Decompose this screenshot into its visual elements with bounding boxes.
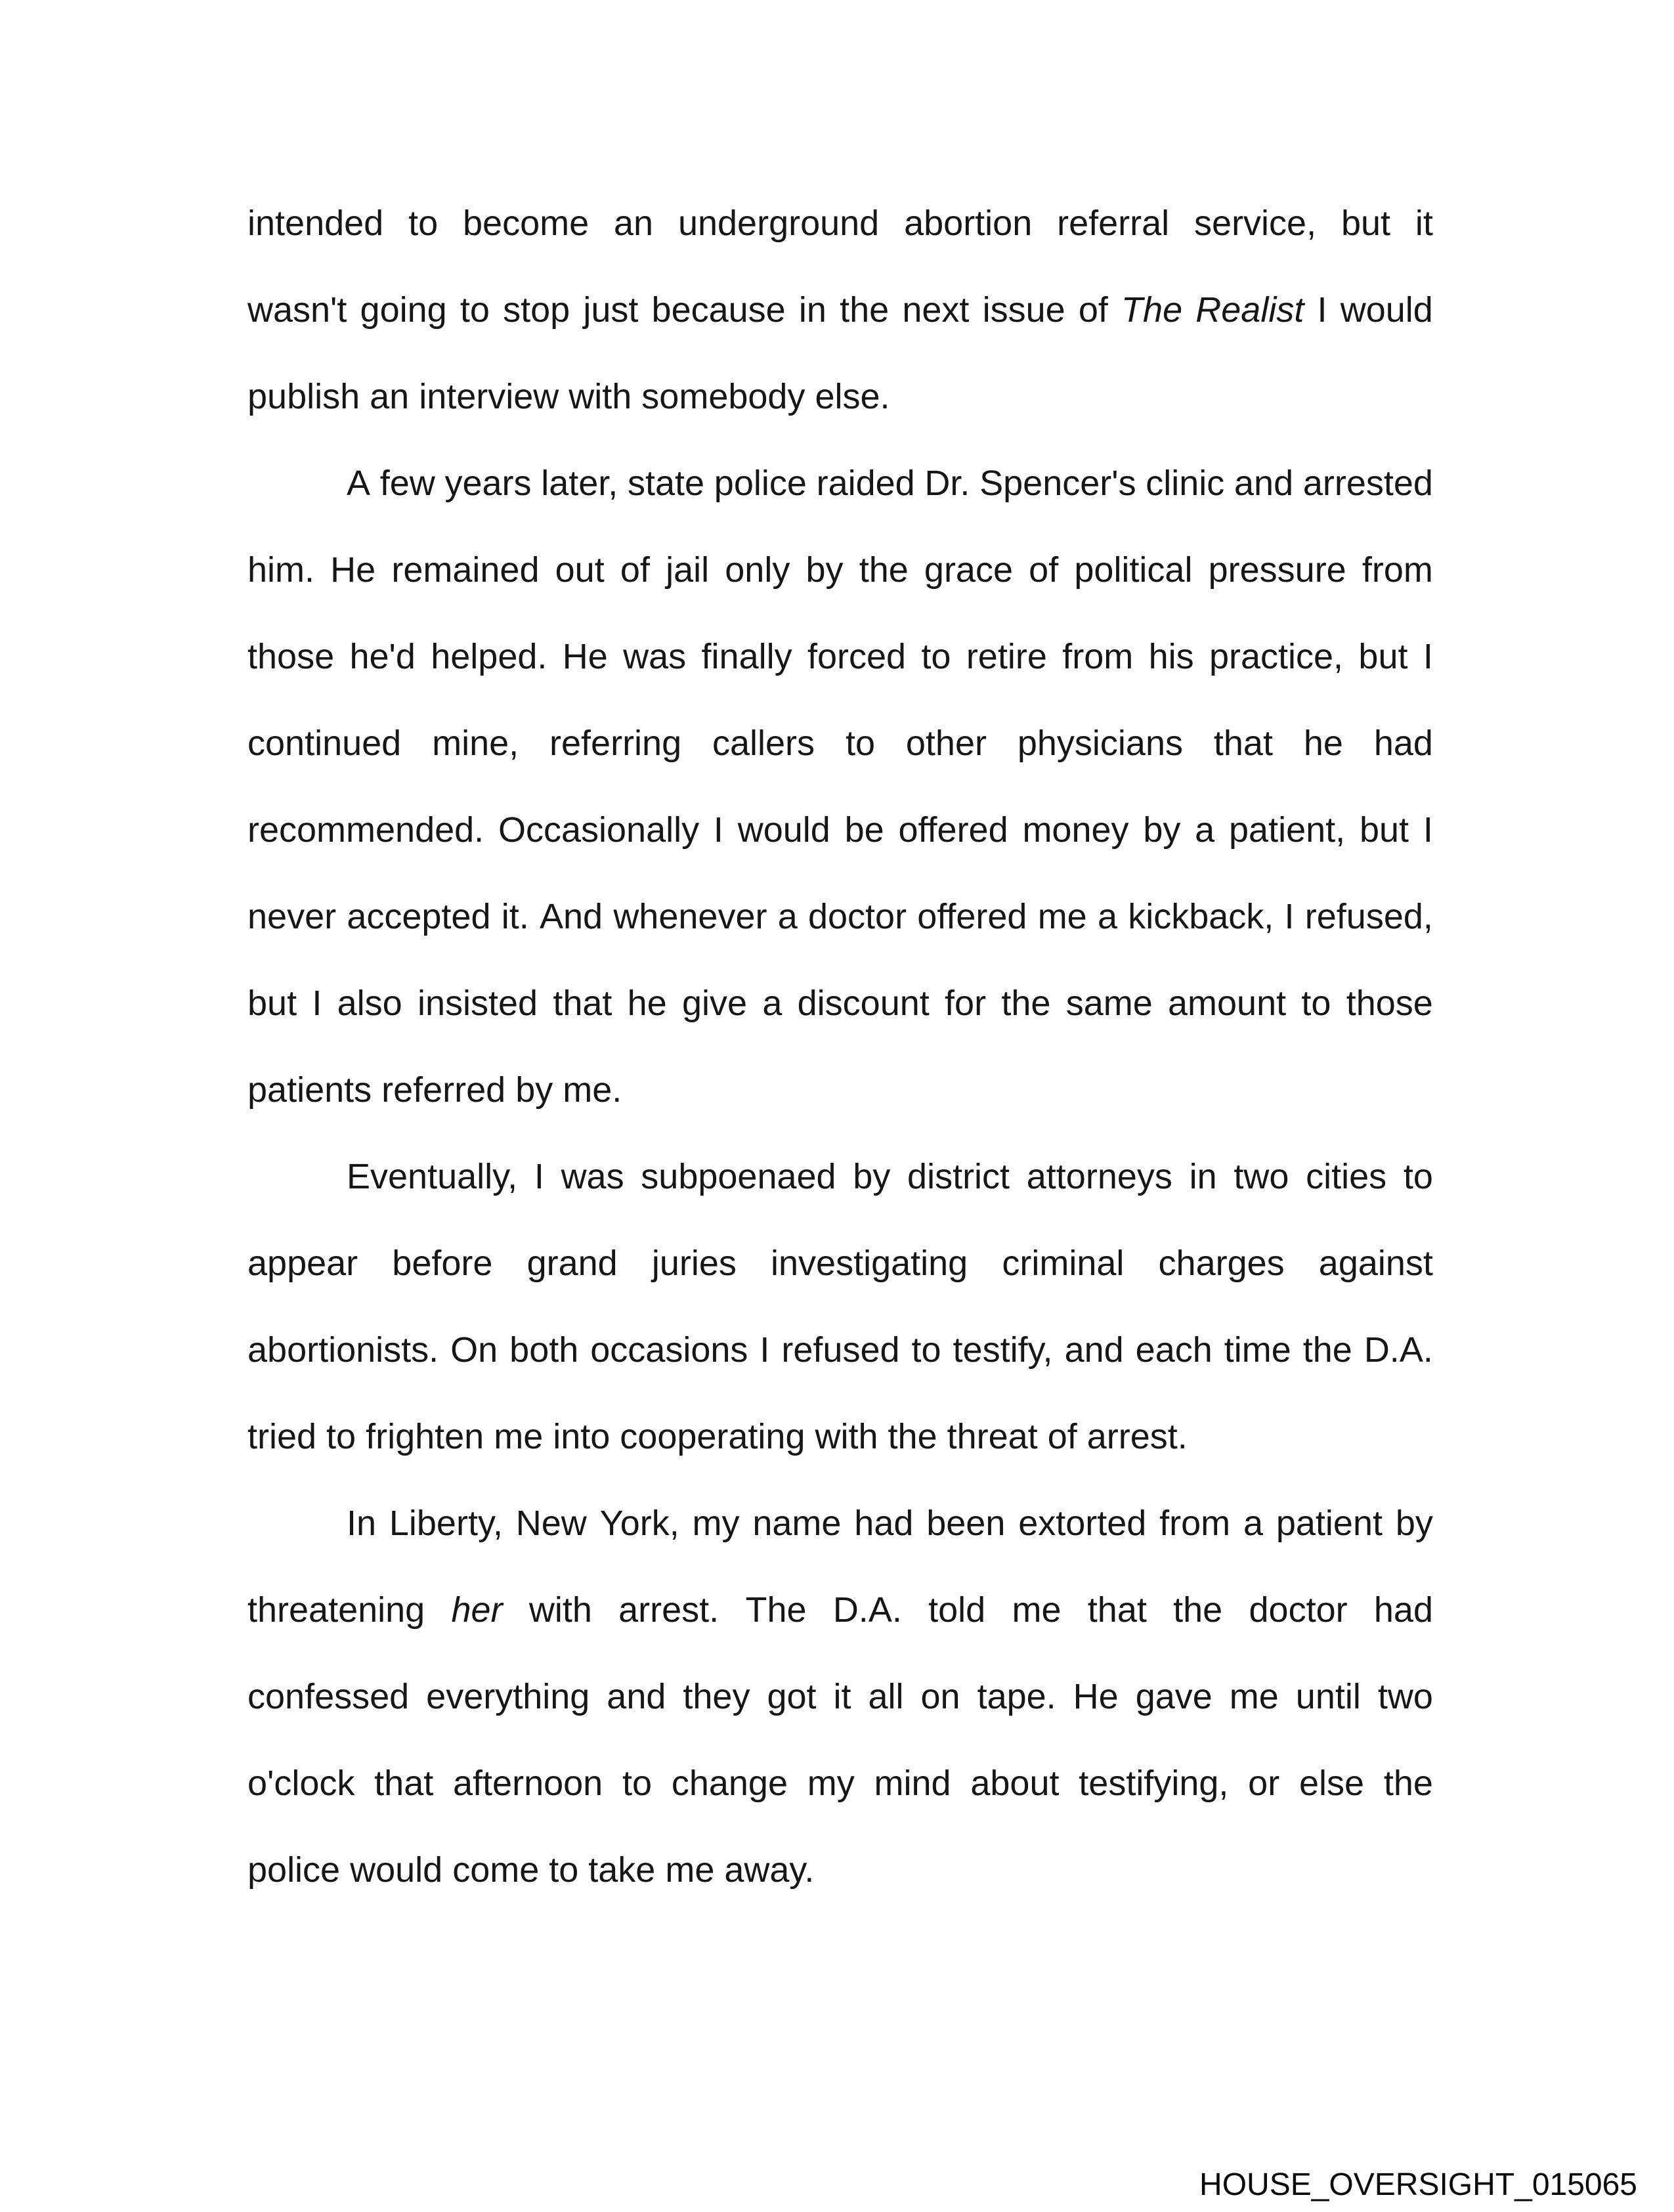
word: had — [854, 1504, 914, 1543]
word: He — [1073, 1677, 1119, 1716]
word: out — [555, 550, 605, 590]
word: police — [714, 464, 807, 503]
word: to — [1301, 984, 1331, 1023]
word: underground — [677, 204, 880, 243]
word: doctor — [1249, 1590, 1348, 1630]
word: grand — [526, 1244, 618, 1283]
word: In — [347, 1504, 377, 1543]
word: Dr. — [924, 464, 970, 503]
word: I — [713, 810, 723, 850]
word: physicians — [1017, 724, 1183, 763]
word: me — [1012, 1590, 1062, 1630]
word: all — [868, 1677, 904, 1716]
text-line — [247, 267, 1433, 353]
word: to — [1403, 1157, 1433, 1196]
word: afternoon — [453, 1764, 603, 1803]
word: a — [762, 984, 783, 1023]
italic-word: Realist — [1195, 290, 1304, 330]
word: with — [528, 1590, 592, 1630]
word: time — [1224, 1330, 1291, 1370]
text-line — [247, 1740, 1433, 1827]
text-line — [247, 353, 1433, 440]
word: D.A. — [1363, 1330, 1433, 1370]
word: few — [379, 464, 435, 503]
text-line — [247, 1220, 1433, 1307]
word: but — [1359, 810, 1409, 850]
word: Spencer's — [979, 464, 1136, 503]
word: juries — [651, 1244, 737, 1283]
word: a — [777, 897, 798, 936]
word: mine, — [432, 724, 519, 763]
paragraph — [247, 1133, 1433, 1480]
word: of — [1078, 290, 1108, 330]
word: but — [1358, 637, 1408, 676]
word: whenever — [613, 897, 767, 936]
word: to — [845, 724, 875, 763]
word: was — [623, 637, 687, 676]
word: clinic — [1146, 464, 1225, 503]
text-line — [247, 787, 1433, 873]
word: by — [1143, 810, 1181, 850]
word: later, — [541, 464, 618, 503]
word: continued — [247, 724, 402, 763]
paragraph — [247, 1480, 1433, 1913]
word: money — [1022, 810, 1129, 850]
word: Occasionally — [498, 810, 700, 850]
word: years — [444, 464, 532, 503]
word: from — [1362, 550, 1433, 590]
word: that — [374, 1764, 434, 1803]
word: arrested — [1302, 464, 1433, 503]
word: both — [509, 1330, 579, 1370]
word: else — [1298, 1764, 1365, 1803]
word: me — [1037, 897, 1087, 936]
word: and — [607, 1677, 666, 1716]
word: remained — [391, 550, 540, 590]
text-line — [247, 1653, 1433, 1740]
word: by — [805, 550, 844, 590]
word: subpoenaed — [641, 1157, 836, 1196]
word: Eventually, — [347, 1157, 518, 1196]
word: forced — [807, 637, 907, 676]
word: accepted — [347, 897, 491, 936]
text-run: police would come to take me away. — [247, 1850, 815, 1890]
word: and — [1234, 464, 1294, 503]
word: jail — [666, 550, 710, 590]
text-line — [247, 180, 1433, 267]
word: or — [1248, 1764, 1280, 1803]
word: that — [1213, 724, 1273, 763]
word: because — [651, 290, 786, 330]
text-line — [247, 1480, 1433, 1567]
word: those — [247, 637, 335, 676]
word: The — [745, 1590, 807, 1630]
word: issue — [982, 290, 1065, 330]
word: retire — [966, 637, 1047, 676]
word: New — [515, 1504, 587, 1543]
word: pressure — [1208, 550, 1346, 590]
word: criminal — [1002, 1244, 1125, 1283]
word: give — [682, 984, 748, 1023]
word: an — [614, 204, 654, 243]
word: doctor — [807, 897, 907, 936]
word: service, — [1194, 204, 1317, 243]
word: I — [1423, 637, 1433, 676]
word: for — [945, 984, 987, 1023]
word: arrest. — [618, 1590, 719, 1630]
word: raided — [816, 464, 915, 503]
text-run: patients referred by me. — [247, 1070, 622, 1110]
word: a — [1097, 897, 1117, 936]
word: me — [1229, 1677, 1279, 1716]
word: confessed — [247, 1677, 410, 1716]
bates-number: HOUSE_OVERSIGHT_015065 — [1199, 2167, 1637, 2202]
word: the — [1173, 1590, 1223, 1630]
word: only — [725, 550, 790, 590]
word: occasions — [590, 1330, 748, 1370]
text-line — [247, 440, 1433, 527]
word: And — [539, 897, 603, 936]
word: recommended. — [247, 810, 484, 850]
word: they — [683, 1677, 750, 1716]
word: my — [692, 1504, 740, 1543]
word: my — [807, 1764, 855, 1803]
word: the — [1383, 1764, 1433, 1803]
word: patient, — [1229, 810, 1346, 850]
word: until — [1295, 1677, 1361, 1716]
text-line — [247, 1393, 1433, 1480]
word: it — [1415, 204, 1433, 243]
word: against — [1318, 1244, 1433, 1283]
word: A — [347, 464, 371, 503]
word: abortionists. — [247, 1330, 439, 1370]
word: would — [1340, 290, 1433, 330]
word: two — [1234, 1157, 1289, 1196]
word: from — [1062, 637, 1134, 676]
word: mind — [874, 1764, 951, 1803]
word: from — [1159, 1504, 1231, 1543]
word: a — [1195, 810, 1215, 850]
word: investigating — [771, 1244, 968, 1283]
word: by — [853, 1157, 891, 1196]
word: and — [1064, 1330, 1124, 1370]
word: o'clock — [247, 1764, 355, 1803]
word: I — [534, 1157, 544, 1196]
word: would — [737, 810, 830, 850]
word: had — [1373, 724, 1433, 763]
word: threatening — [247, 1590, 425, 1630]
word: to — [460, 290, 490, 330]
word: appear — [247, 1244, 358, 1283]
word: about — [970, 1764, 1060, 1803]
text-line — [247, 960, 1433, 1047]
word: the — [1302, 1330, 1352, 1370]
word: other — [905, 724, 987, 763]
text-run: tried to frighten me into cooperating with the threat of arrest. — [247, 1417, 1188, 1456]
text-line — [247, 1047, 1433, 1133]
word: never — [247, 897, 337, 936]
word: just — [583, 290, 639, 330]
word: his — [1148, 637, 1194, 676]
word: him. — [247, 550, 315, 590]
word: referral — [1057, 204, 1170, 243]
word: in — [1189, 1157, 1217, 1196]
word: I — [760, 1330, 770, 1370]
word: that — [553, 984, 612, 1023]
word: On — [450, 1330, 498, 1370]
word: He — [330, 550, 376, 590]
word: callers — [712, 724, 815, 763]
word: the — [840, 290, 890, 330]
word: extorted — [1018, 1504, 1147, 1543]
word: he — [1303, 724, 1343, 763]
word: district — [907, 1157, 1010, 1196]
word: been — [926, 1504, 1006, 1543]
word: same — [1065, 984, 1153, 1023]
word: the — [1001, 984, 1051, 1023]
paragraph — [247, 440, 1433, 1133]
word: of — [1029, 550, 1059, 590]
word: a — [1243, 1504, 1264, 1543]
word: York, — [599, 1504, 679, 1543]
text-line — [247, 1567, 1433, 1653]
word: tape. — [977, 1677, 1056, 1716]
word: everything — [426, 1677, 590, 1716]
word: intended — [247, 204, 384, 243]
word: state — [628, 464, 705, 503]
word: he'd — [349, 637, 416, 676]
word: but — [1341, 204, 1391, 243]
word: going — [360, 290, 447, 330]
text-line — [247, 1307, 1433, 1393]
word: testify, — [953, 1330, 1053, 1370]
word: attorneys — [1026, 1157, 1172, 1196]
word: patient — [1276, 1504, 1383, 1543]
word: two — [1377, 1677, 1433, 1716]
word: I — [1317, 290, 1327, 330]
word: offered — [917, 897, 1027, 936]
word: he — [627, 984, 667, 1023]
word: grace — [924, 550, 1014, 590]
word: political — [1074, 550, 1193, 590]
word: in — [798, 290, 826, 330]
word: charges — [1158, 1244, 1285, 1283]
word: Liberty, — [389, 1504, 503, 1543]
word: it. — [501, 897, 529, 936]
word: abortion — [904, 204, 1033, 243]
word: change — [671, 1764, 788, 1803]
word: stop — [503, 290, 570, 330]
word: refused, — [1304, 897, 1433, 936]
word: testifying, — [1079, 1764, 1229, 1803]
word: refused — [781, 1330, 900, 1370]
word: by — [1395, 1504, 1433, 1543]
italic-word: her — [451, 1590, 503, 1630]
paragraph — [247, 180, 1433, 440]
word: I — [312, 984, 322, 1023]
word: cities — [1306, 1157, 1387, 1196]
word: gave — [1135, 1677, 1213, 1716]
word: wasn't — [247, 290, 347, 330]
text-line — [247, 1133, 1433, 1220]
word: referring — [549, 724, 682, 763]
word: I — [1423, 810, 1433, 850]
italic-word: The — [1121, 290, 1183, 330]
page-body — [247, 180, 1433, 1913]
word: that — [1087, 1590, 1147, 1630]
word: had — [1373, 1590, 1433, 1630]
text-line — [247, 613, 1433, 700]
word: of — [620, 550, 650, 590]
text-run: publish an interview with somebody else. — [247, 377, 890, 416]
text-line — [247, 527, 1433, 613]
word: I — [1284, 897, 1295, 936]
word: got — [767, 1677, 817, 1716]
word: to — [921, 637, 951, 676]
word: on — [920, 1677, 960, 1716]
word: D.A. — [832, 1590, 902, 1630]
word: it — [833, 1677, 851, 1716]
word: was — [561, 1157, 624, 1196]
word: each — [1135, 1330, 1213, 1370]
text-line — [247, 873, 1433, 960]
word: helped. — [431, 637, 547, 676]
word: to — [622, 1764, 653, 1803]
word: kickback, — [1128, 897, 1274, 936]
word: insisted — [417, 984, 538, 1023]
word: before — [392, 1244, 493, 1283]
word: the — [859, 550, 909, 590]
word: but — [247, 984, 297, 1023]
word: name — [752, 1504, 842, 1543]
word: amount — [1168, 984, 1287, 1023]
word: those — [1346, 984, 1433, 1023]
word: practice, — [1209, 637, 1344, 676]
text-line — [247, 1827, 1433, 1913]
word: next — [902, 290, 970, 330]
word: be — [844, 810, 884, 850]
word: to — [408, 204, 439, 243]
word: to — [911, 1330, 941, 1370]
text-line — [247, 700, 1433, 787]
word: also — [337, 984, 402, 1023]
word: become — [463, 204, 590, 243]
word: He — [562, 637, 608, 676]
word: told — [928, 1590, 986, 1630]
word: finally — [701, 637, 792, 676]
word: discount — [797, 984, 930, 1023]
word: offered — [898, 810, 1008, 850]
